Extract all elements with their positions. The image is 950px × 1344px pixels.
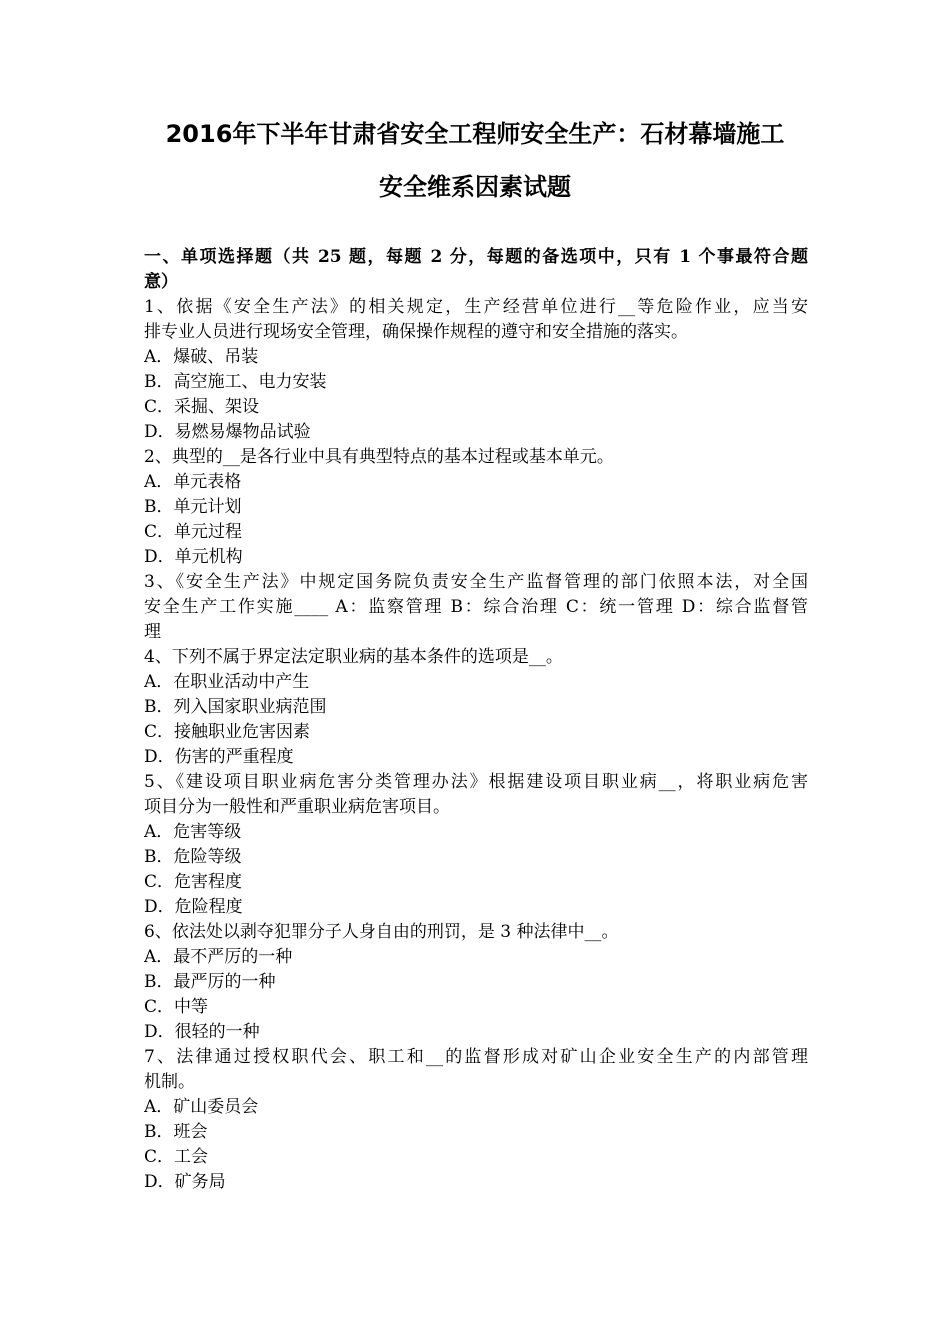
question-text: 项目分为一般性和严重职业病危害项目。	[144, 797, 450, 817]
question-3	[144, 570, 808, 645]
option-b: B．高空施工、电力安装	[144, 372, 327, 392]
option-b: B．班会	[144, 1122, 208, 1142]
option-b: B．危险等级	[144, 847, 242, 867]
question-5	[144, 770, 808, 920]
question-text: 5、《建设项目职业病危害分类管理办法》根据建设项目职业病__，将职业病危害	[144, 772, 808, 792]
question-text: 4、下列不属于界定法定职业病的基本条件的选项是__。	[144, 647, 563, 667]
option-c: C．中等	[144, 997, 209, 1017]
option-d: D．很轻的一种	[144, 1022, 260, 1042]
option-a: A．爆破、吊装	[144, 347, 259, 367]
section-heading-line-2: 意）	[144, 272, 178, 292]
question-2	[144, 445, 808, 570]
question-text: 2、典型的__是各行业中具有典型特点的基本过程或基本单元。	[144, 447, 614, 467]
option-a: A．矿山委员会	[144, 1097, 259, 1117]
question-text: 安全生产工作实施____ A：监察管理 B：综合治理 C：统一管理 D：综合监督管	[144, 597, 808, 617]
document-title-line-1: 2016年下半年甘肃省安全工程师安全生产：石材幕墙施工	[165, 120, 785, 148]
option-a: A．在职业活动中产生	[144, 672, 310, 692]
option-d: D．矿务局	[144, 1172, 226, 1192]
question-text: 排专业人员进行现场安全管理，确保操作规程的遵守和安全措施的落实。	[144, 322, 688, 342]
option-b: B．列入国家职业病范围	[144, 697, 327, 717]
question-6	[144, 920, 808, 1045]
question-text: 3、《安全生产法》中规定国务院负责安全生产监督管理的部门依照本法，对全国	[144, 572, 808, 592]
option-d: D．易燃易爆物品试验	[144, 422, 311, 442]
document-title-line-2: 安全维系因素试题	[379, 173, 571, 201]
question-1	[144, 295, 808, 445]
option-d: D．危险程度	[144, 897, 243, 917]
question-7	[144, 1045, 808, 1195]
option-a: A．单元表格	[144, 472, 242, 492]
option-a: A．最不严厉的一种	[144, 947, 293, 967]
question-text: 7、法律通过授权职代会、职工和__的监督形成对矿山企业安全生产的内部管理	[144, 1047, 808, 1067]
option-a: A．危害等级	[144, 822, 242, 842]
document-body	[144, 245, 808, 1195]
option-c: C．工会	[144, 1147, 209, 1167]
option-c: C．接触职业危害因素	[144, 722, 311, 742]
section-heading-line-1: 一、单项选择题（共 25 题，每题 2 分，每题的备选项中，只有 1 个事最符合题	[144, 247, 808, 267]
option-d: D．单元机构	[144, 547, 243, 567]
question-text: 机制。	[144, 1072, 195, 1092]
question-text: 理	[144, 622, 161, 642]
question-text: 1、依据《安全生产法》的相关规定，生产经营单位进行__等危险作业，应当安	[144, 297, 808, 317]
option-c: C．危害程度	[144, 872, 243, 892]
option-c: C．单元过程	[144, 522, 243, 542]
option-d: D．伤害的严重程度	[144, 747, 294, 767]
question-4	[144, 645, 808, 770]
option-b: B．最严厉的一种	[144, 972, 276, 992]
option-b: B．单元计划	[144, 497, 242, 517]
question-text: 6、依法处以剥夺犯罪分子人身自由的刑罚，是 3 种法律中__。	[144, 922, 619, 942]
option-c: C．采掘、架设	[144, 397, 260, 417]
